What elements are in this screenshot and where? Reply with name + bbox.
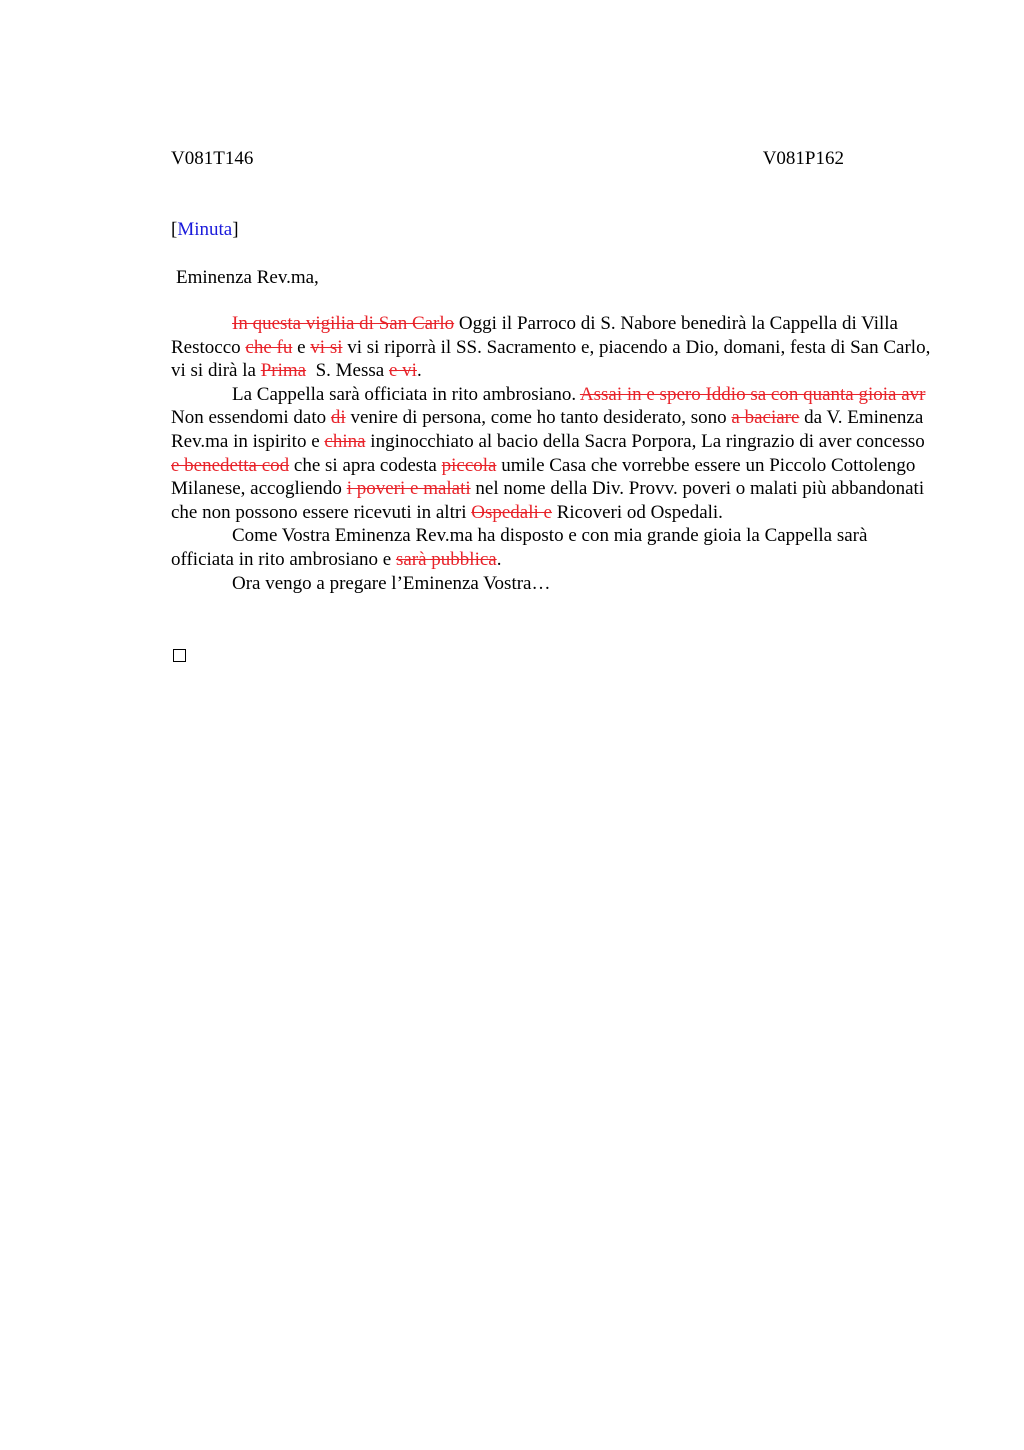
text-segment: . [416, 360, 422, 382]
text-segment: da V. Eminenza Rev.ma in ispirito e [171, 407, 924, 452]
deleted-text: i poveri e malati [346, 478, 471, 500]
deleted-text: a baciare [731, 407, 800, 429]
right-document-code: V081P162 [762, 148, 844, 169]
document-header [171, 147, 844, 171]
text-segment: umile Casa che vorrebbe essere un Piccolo Cottolengo Milanese, accogliendo [171, 454, 916, 500]
left-document-code: V081T146 [171, 148, 254, 169]
deleted-text: piccola [441, 454, 497, 476]
label-word: Minuta [177, 219, 233, 240]
label-close-bracket: ] [232, 219, 239, 240]
text-segment: Come Vostra Eminenza Rev.ma ha disposto e con mia grande gioia la Cappella sarà officiata in rito ambrosiano e [171, 525, 868, 570]
text-segment: venire di persona, come ho tanto desiderato, sono [345, 407, 732, 429]
salutation: Eminenza Rev.ma, [176, 267, 319, 288]
paragraph-4 [171, 572, 931, 596]
text-segment: Non essendomi dato [171, 407, 331, 429]
text-segment: nel nome della Div. Provv. poveri o malati più abbandonati che non possono essere ricevuti in altri [171, 478, 925, 523]
end-marker-square [173, 649, 186, 662]
text-segment: Ora vengo a pregare l’Eminenza Vostra… [232, 572, 551, 594]
deleted-text: che fu [245, 336, 293, 358]
deleted-text: Prima [260, 360, 307, 382]
deleted-text: e benedetta cod [171, 454, 290, 476]
text-segment: La Cappella sarà officiata in rito ambrosiano. [232, 383, 580, 405]
deleted-text: e vi [388, 360, 417, 382]
text-segment: . [496, 548, 502, 570]
paragraph-2 [171, 383, 931, 525]
letter-body [171, 312, 931, 595]
paragraph-1 [171, 312, 931, 383]
text-segment: e [292, 336, 311, 358]
text-segment: che si apra codesta [289, 454, 442, 476]
deleted-text: vi si [310, 336, 343, 358]
minuta-label [171, 218, 239, 242]
deleted-text: In questa vigilia di San Carlo [232, 313, 455, 334]
text-segment: Ricoveri od Ospedali. [551, 501, 723, 523]
deleted-text: Assai in e spero Iddio sa con quanta gioia avr [579, 383, 926, 405]
text-segment: Oggi il Parroco di S. Nabore benedirà la Cappella di Villa Restocco [171, 313, 898, 358]
deleted-text: Ospedali e [471, 501, 552, 523]
text-segment: vi si riporrà il SS. Sacramento e, piacendo a Dio, domani, festa di San Carlo, vi si dirà la [171, 336, 931, 382]
text-segment: inginocchiato al bacio della Sacra Porpora, La ringrazio di aver concesso [365, 430, 925, 452]
deleted-text: sarà pubblica [395, 548, 497, 570]
deleted-text: china [324, 430, 366, 452]
paragraph-3 [171, 524, 931, 571]
label-open-bracket: [ [171, 219, 178, 240]
deleted-text: di [330, 407, 346, 429]
text-segment: S. Messa [306, 360, 389, 382]
